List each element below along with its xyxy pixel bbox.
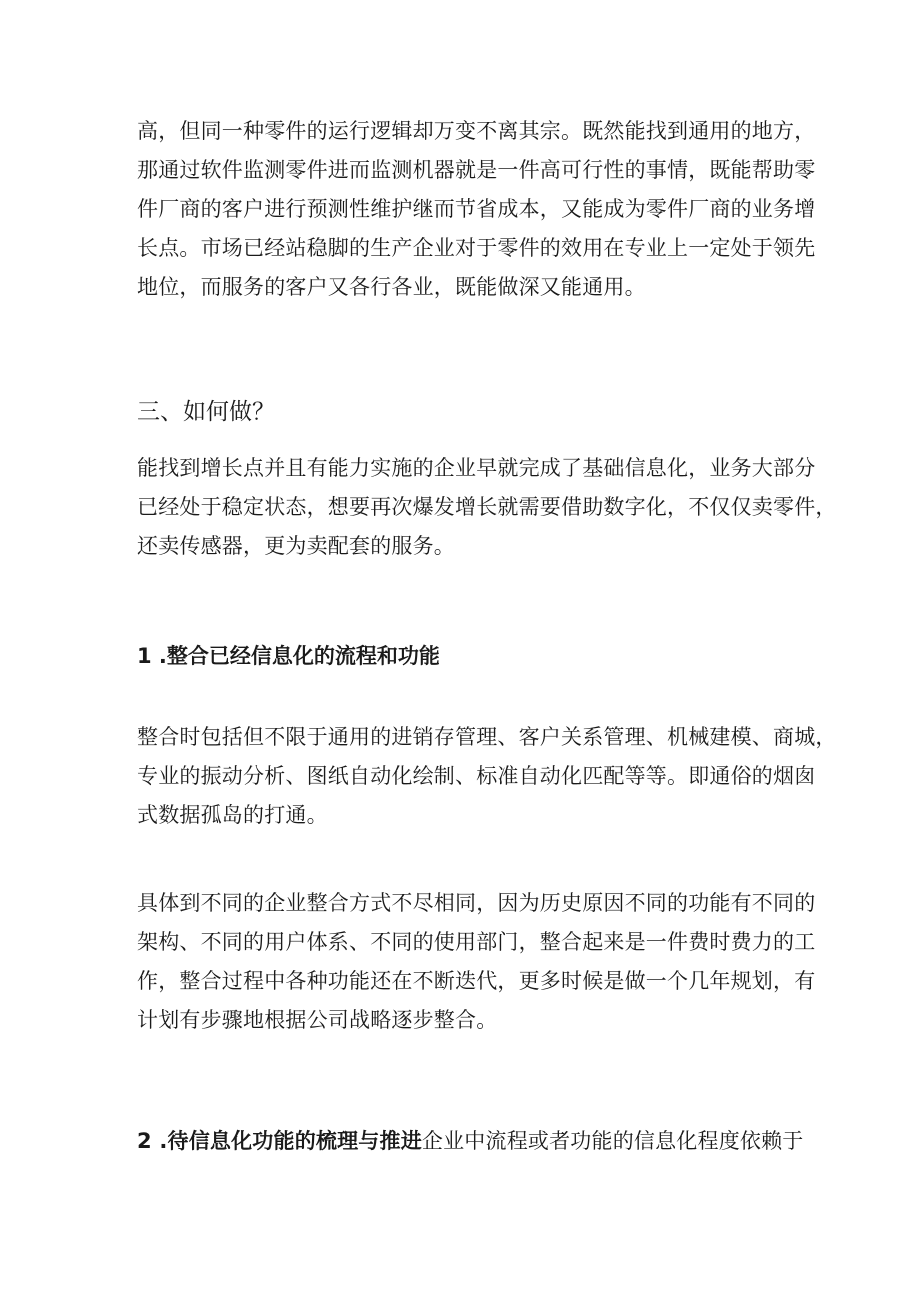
text-line: 已经处于稳定状态，想要再次爆发增长就需要借助数字化，不仅仅卖零件， xyxy=(137,495,837,519)
text-line: 专业的振动分析、图纸自动化绘制、标准自动化匹配等等。即通俗的烟囱 xyxy=(137,764,816,788)
text-line: 作，整合过程中各种功能还在不断迭代，更多时候是做一个几年规划，有 xyxy=(137,969,816,993)
text-line: 式数据孤岛的打通。 xyxy=(137,803,328,827)
text-line: 架构、不同的用户体系、不同的使用部门，整合起来是一件费时费力的工 xyxy=(137,930,816,954)
paragraph-growth xyxy=(137,449,837,566)
text-line: 还卖传感器，更为卖配套的服务。 xyxy=(137,534,455,558)
text-line: 长点。市场已经站稳脚的生产企业对于零件的效用在专业上一定处于领先 xyxy=(137,236,816,260)
text-line: 地位，而服务的客户又各行各业，既能做深又能通用。 xyxy=(137,275,646,299)
paragraph-pending-functions xyxy=(137,1122,804,1161)
paragraph-intro xyxy=(137,112,816,307)
text-line: 计划有步骤地根据公司战略逐步整合。 xyxy=(137,1008,498,1032)
text-line: 能找到增长点并且有能力实施的企业早就完成了基础信息化，业务大部分 xyxy=(137,456,816,480)
subheading-pending: 2 .待信息化功能的梳理与推进 xyxy=(137,1129,422,1153)
text-line xyxy=(137,1122,804,1161)
paragraph-integrate-scope xyxy=(137,718,837,835)
subheading-pending-text: 企业中流程或者功能的信息化程度依赖于 xyxy=(421,1129,804,1153)
text-line: 整合时包括但不限于通用的进销存管理、客户关系管理、机械建模、商城， xyxy=(137,725,837,749)
text-line: 具体到不同的企业整合方式不尽相同，因为历史原因不同的功能有不同的 xyxy=(137,891,816,915)
text-line: 那通过软件监测零件进而监测机器就是一件高可行性的事情，既能帮助零 xyxy=(137,158,816,182)
subheading-integrate: 1 .整合已经信息化的流程和功能 xyxy=(137,644,440,668)
text-line: 件厂商的客户进行预测性维护继而节省成本，又能成为零件厂商的业务增 xyxy=(137,197,816,221)
paragraph-integrate-detail xyxy=(137,884,816,1040)
text-line: 高，但同一种零件的运行逻辑却万变不离其宗。既然能找到通用的地方， xyxy=(137,119,816,143)
section-heading-how: 三、如何做？ xyxy=(137,399,275,425)
